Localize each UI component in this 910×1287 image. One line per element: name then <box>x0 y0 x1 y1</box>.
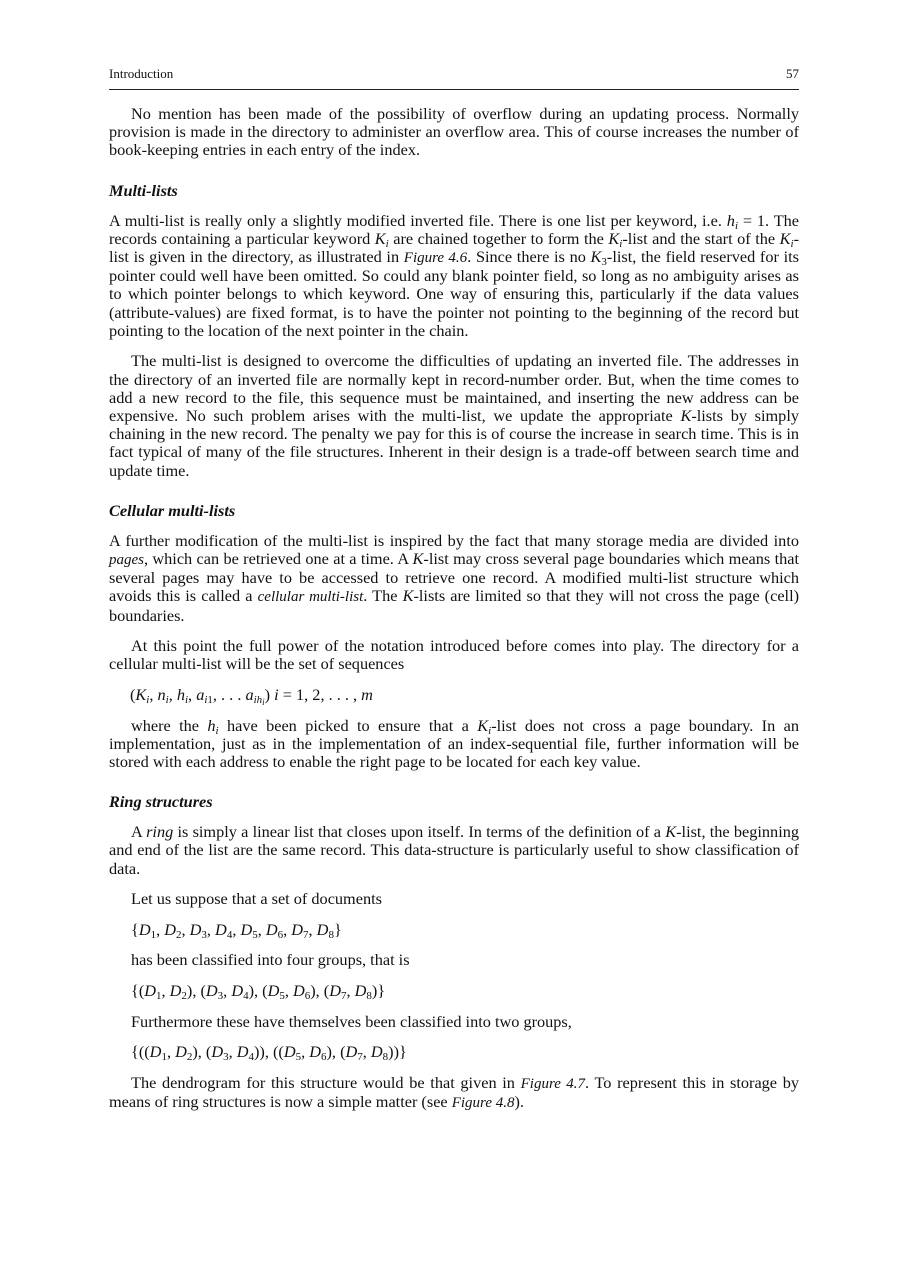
document-set-formula: {$D_1$, $D_2$, $D_3$, $D_4$, $D_5$, $D_6$, $D_7$, $D_8$} <box>131 919 342 941</box>
paragraph-ring-2: Let us suppose that a set of documents <box>131 889 382 909</box>
paragraph-multilist-2: The multi-list is designed to overcome the difficulties of updating an inverted file. The addresses in the directory of an inverted file are normally kept in record-number order. But, when the time comes to add a new record to the file, this sequence must be maintained, and inserting the new address can be expensive. No such problem arises with the multi-list, we update the appropriate K-lists by simply chaining in the new record. The penalty we pay for this is of course the increase in search time. This is in fact typical of many of the file structures. Inherent in their design is a trade-off between search time and update time. <box>109 351 799 480</box>
paragraph-ring-3: has been classified into four groups, that is <box>131 950 410 970</box>
header-rule <box>109 89 799 90</box>
paragraph-cellular-3: where the $h_i$ have been picked to ensure that a $K_i$-list does not cross a page boundary. In an implementation, just as in the implementation of an index-sequential file, further information will be stored with each address to enable the right page to be located for each key value. <box>109 715 799 772</box>
header-section-title: Introduction <box>109 66 174 81</box>
paragraph-cellular-2: At this point the full power of the notation introduced before comes into play. The directory for a cellular multi-list will be the set of sequences <box>109 636 799 674</box>
two-groups-formula: {(($D_1$, $D_2$), ($D_3$, $D_4$)), (($D_5$, $D_6$), ($D_7$, $D_8$))} <box>131 1042 407 1064</box>
paragraph-cellular-1: A further modification of the multi-list is inspired by the fact that many storage media are divided into pages, which can be retrieved one at a time. A K-list may cross several page boundaries which means that several pages may have to be accessed to retrieve one record. A modified multi-list structure which avoids this is called a cellular multi-list. The K-lists are limited so that they will not cross the page (cell) boundaries. <box>109 530 800 625</box>
paragraph-overflow: No mention has been made of the possibility of overflow during an updating process. Normally provision is made in the directory to administer an overflow area. This of course increases the number of book-keeping entries in each entry of the index. <box>109 104 799 160</box>
figure-ref-4-7: Figure 4.7 <box>520 1075 586 1092</box>
page-body <box>109 105 799 1125</box>
sequence-formula: ($K_i$, $n_i$, $h_i$, $a_{i1}$, . . . $a_{ih_i}$) i = 1, 2, . . . , m <box>130 685 373 708</box>
paragraph-ring-4: Furthermore these have themselves been classified into two groups, <box>131 1011 572 1031</box>
heading-multi-lists: Multi-lists <box>109 180 178 200</box>
four-groups-formula: {($D_1$, $D_2$), ($D_3$, $D_4$), ($D_5$, $D_6$), ($D_7$, $D_8$)} <box>131 981 386 1003</box>
paragraph-multilist-1: A multi-list is really only a slightly modified inverted file. There is one list per keyword, i.e. $h_i = 1$. The records containing a particular keyword $K_i$ are chained together to form the $K_i$-list and the start of the $K_i$-list is given in the directory, as illustrated in Figure 4.6. Since there is no $K_3$-list, the field reserved for its pointer could well have been omitted. So could any blank pointer field, so long as no ambiguity arises as to which pointer belongs to which keyword. One way of ensuring this, particularly if the data values (attribute-values) are fixed format, is to have the pointer not pointing to the beginning of the record but pointing to the location of the next pointer in the chain. <box>109 210 800 340</box>
paragraph-ring-1: A ring is simply a linear list that closes upon itself. In terms of the definition of a K-list, the beginning and end of the list are the same record. This data-structure is particularly useful to show classification of data. <box>109 822 799 878</box>
page-number: 57 <box>786 66 799 81</box>
figure-ref-4-6: Figure 4.6 <box>403 250 468 267</box>
paragraph-ring-5: The dendrogram for this structure would be that given in Figure 4.7. To represent this in storage by means of ring structures is now a simple matter (see Figure 4.8). <box>109 1072 799 1112</box>
heading-ring-structures: Ring structures <box>109 792 213 812</box>
figure-ref-4-8: Figure 4.8 <box>451 1095 515 1112</box>
heading-cellular-multi-lists: Cellular multi-lists <box>109 500 236 520</box>
running-header <box>109 64 799 86</box>
